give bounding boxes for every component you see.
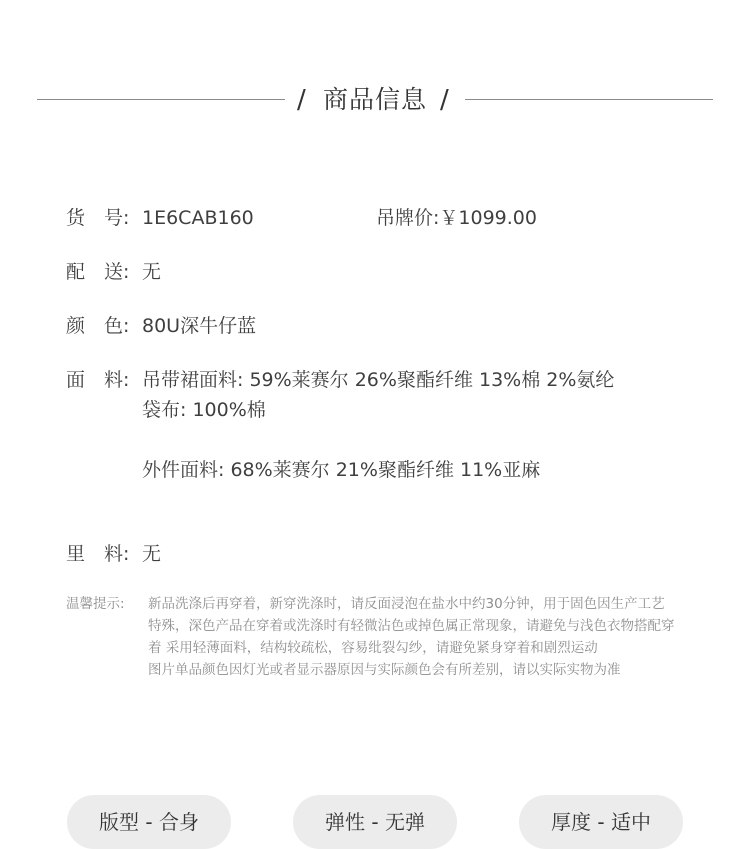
fabric-line-dress: 吊带裙面料: 59%莱赛尔 26%聚酯纤维 13%棉 2%氨纶 xyxy=(142,369,615,391)
price-label: 吊牌价: xyxy=(376,207,440,229)
header-slash-right: / xyxy=(440,85,449,115)
price-value: ￥1099.00 xyxy=(439,207,537,229)
spec-value: 无 xyxy=(142,261,162,283)
spec-fabric xyxy=(66,365,142,395)
tips-text xyxy=(148,593,676,681)
page-title: 商品信息 xyxy=(323,85,428,114)
tips-paragraph: 新品洗涤后再穿着，新穿洗涤时，请反面浸泡在盐水中约30分钟，用于固色因生产工艺特殊，深色产品在穿着或洗涤时有轻微沾色或掉色属正常现象，请避免与浅色衣物搭配穿着 采用轻薄面料，结构较疏松，容易纰裂勾纱，请避免紧身穿着和剧烈运动 xyxy=(148,596,675,656)
fabric-values xyxy=(142,365,662,485)
header-slash-left: / xyxy=(297,85,306,115)
spec-label: 里 料: xyxy=(66,543,130,565)
spec-price xyxy=(376,203,537,233)
spec-label: 配 送: xyxy=(66,261,130,283)
spec-value: 1E6CAB160 xyxy=(142,207,254,229)
spec-value: 80U深牛仔蓝 xyxy=(142,315,257,337)
spec-value: 无 xyxy=(142,543,162,565)
attribute-thickness-badge: 厚度 - 适中 xyxy=(519,795,683,849)
section-header xyxy=(0,80,750,120)
header-divider-right xyxy=(465,99,713,100)
fabric-line-pocket: 袋布: 100%棉 xyxy=(142,399,266,421)
spec-label: 货 号: xyxy=(66,207,130,229)
fabric-line-outer: 外件面料: 68%莱赛尔 21%聚酯纤维 11%亚麻 xyxy=(142,459,541,481)
spec-shipping xyxy=(66,257,162,287)
tips-label: 温馨提示: xyxy=(66,596,125,612)
spec-item-no xyxy=(66,203,254,233)
attribute-elasticity-badge: 弹性 - 无弹 xyxy=(293,795,457,849)
attribute-fit-badge: 版型 - 合身 xyxy=(67,795,231,849)
tips-paragraph: 图片单品颜色因灯光或者显示器原因与实际颜色会有所差别，请以实际实物为准 xyxy=(148,662,621,678)
header-divider-left xyxy=(37,99,285,100)
spec-label: 面 料: xyxy=(66,369,130,391)
spec-color xyxy=(66,311,257,341)
spec-lining xyxy=(66,539,162,569)
spec-label: 颜 色: xyxy=(66,315,130,337)
